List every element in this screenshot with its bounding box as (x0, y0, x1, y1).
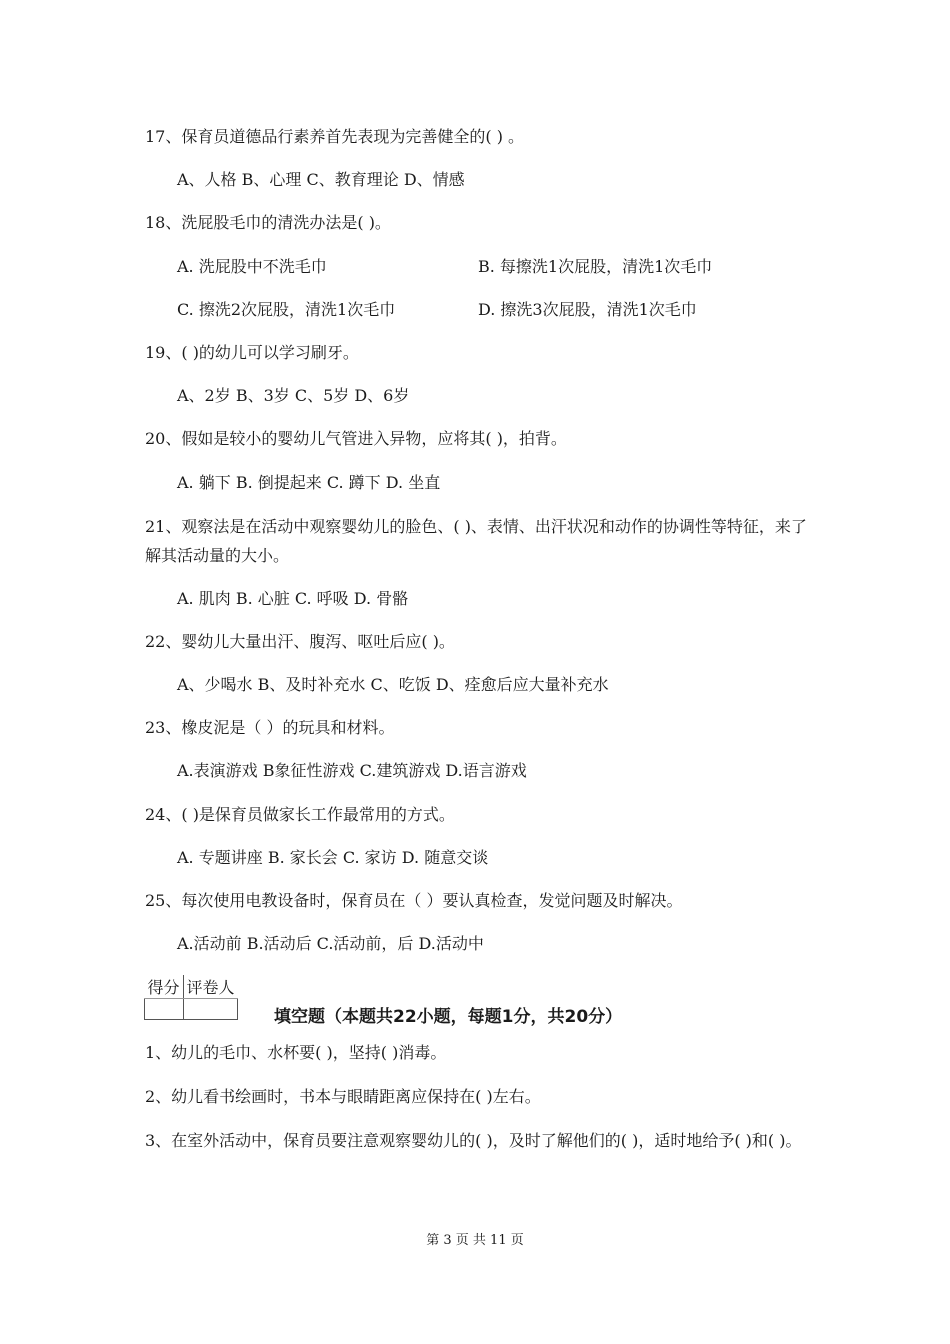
question-18-option-a: A. 洗屁股中不洗毛巾 (177, 257, 327, 276)
page-footer: 第 3 页 共 11 页 (426, 1233, 524, 1248)
fill-question-1: 1、幼儿的毛巾、水杯要( )，坚持( )消毒。 (145, 1043, 447, 1062)
fill-question-3: 3、在室外活动中，保育员要注意观察婴幼儿的( )，及时了解他们的( )，适时地给予( )和( )。 (145, 1131, 802, 1150)
question-18-option-d: D. 擦洗3次屁股，清洗1次毛巾 (478, 300, 697, 319)
grader-label: 评卷人 (183, 975, 238, 999)
fill-question-2: 2、幼儿看书绘画时，书本与眼睛距离应保持在( )左右。 (145, 1087, 541, 1106)
question-21-options: A. 肌肉 B. 心脏 C. 呼吸 D. 骨骼 (177, 589, 409, 608)
score-label: 得分 (145, 975, 184, 999)
question-18-option-c: C. 擦洗2次屁股，清洗1次毛巾 (177, 300, 396, 319)
question-24-stem: 24、( )是保育员做家长工作最常用的方式。 (145, 805, 455, 824)
question-23-stem: 23、橡皮泥是（ ）的玩具和材料。 (145, 718, 395, 737)
grader-cell (183, 999, 238, 1020)
question-23-options: A.表演游戏 B象征性游戏 C.建筑游戏 D.语言游戏 (177, 761, 527, 780)
question-19-stem: 19、( )的幼儿可以学习刷牙。 (145, 343, 359, 362)
question-25-stem: 25、每次使用电教设备时，保育员在（ ）要认真检查，发觉问题及时解决。 (145, 891, 683, 910)
question-18-stem: 18、洗屁股毛巾的清洗办法是( )。 (145, 213, 391, 232)
question-22-options: A、少喝水 B、及时补充水 C、吃饭 D、痊愈后应大量补充水 (177, 675, 609, 694)
score-box (144, 975, 238, 1020)
section-title: 填空题（本题共22小题，每题1分，共20分） (274, 1007, 623, 1027)
question-17-options: A、人格 B、心理 C、教育理论 D、情感 (177, 170, 465, 189)
question-22-stem: 22、婴幼儿大量出汗、腹泻、呕吐后应( )。 (145, 632, 455, 651)
question-21-stem: 21、观察法是在活动中观察婴幼儿的脸色、( )、表情、出汗状况和动作的协调性等特征，来了解其活动量的大小。 (145, 517, 807, 565)
score-cell (145, 999, 184, 1020)
question-17-stem: 17、保育员道德品行素养首先表现为完善健全的( ) 。 (145, 127, 525, 146)
question-24-options: A. 专题讲座 B. 家长会 C. 家访 D. 随意交谈 (177, 848, 489, 867)
question-20-stem: 20、假如是较小的婴幼儿气管进入异物，应将其( )，拍背。 (145, 429, 567, 448)
question-18-option-b: B. 每擦洗1次屁股，清洗1次毛巾 (478, 257, 713, 276)
question-20-options: A. 躺下 B. 倒提起来 C. 蹲下 D. 坐直 (177, 473, 441, 492)
question-19-options: A、2岁 B、3岁 C、5岁 D、6岁 (177, 386, 410, 405)
question-25-options: A.活动前 B.活动后 C.活动前，后 D.活动中 (177, 934, 484, 953)
